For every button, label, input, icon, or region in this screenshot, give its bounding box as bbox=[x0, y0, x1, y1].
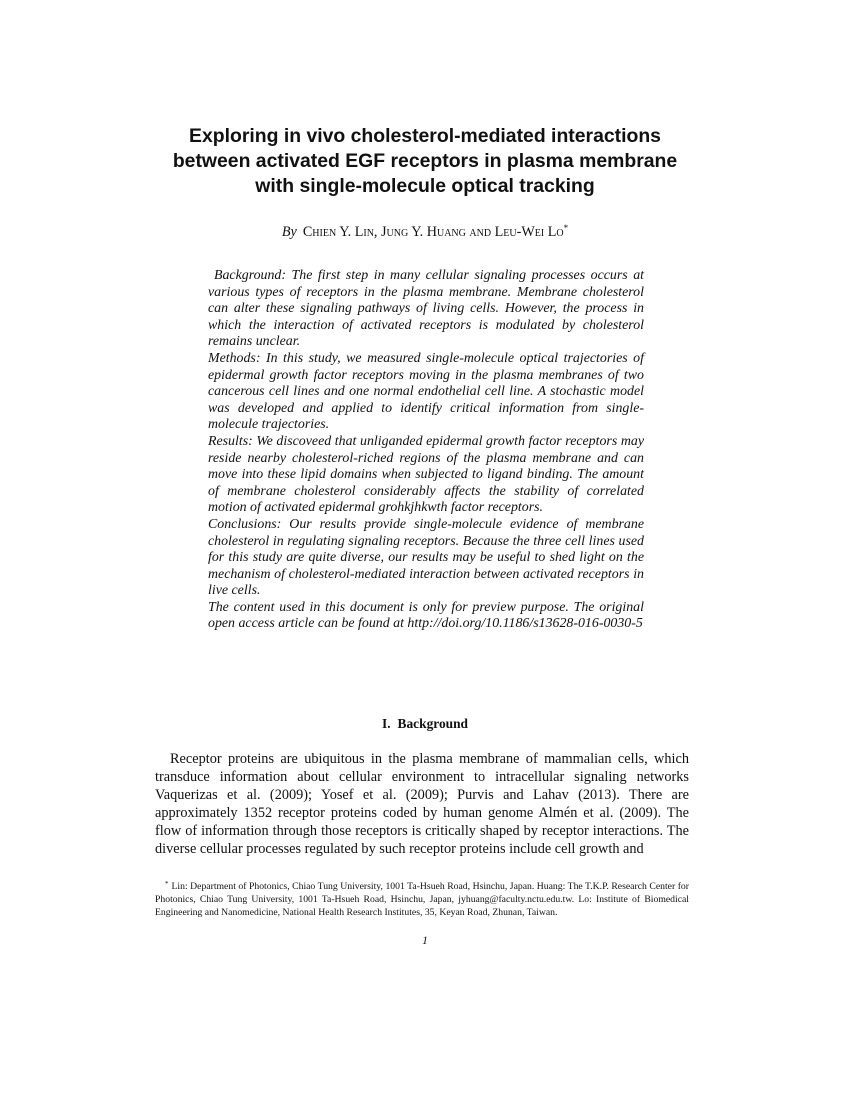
body-paragraph: Receptor proteins are ubiquitous in the plasma membrane of mammalian cells, which transduce information about cellular environment to intracellular signaling networks Vaquerizas et al. (2009); Yosef et al. (2009); Purvis and Lahav (2013). There are approximately 1352 receptor proteins coded by human genome Almén et al. (2009). The flow of information through those receptors is critically shaped by receptor interactions. The diverse cellular processes regulated by such receptor proteins include cell growth and bbox=[155, 751, 689, 857]
section-heading-background bbox=[140, 715, 710, 732]
author-affiliation-footnote bbox=[155, 878, 689, 919]
author-byline bbox=[140, 219, 710, 241]
abstract-methods: Methods: In this study, we measured single-molecule optical trajectories of epidermal growth factor receptors moving in the plasma membranes of two cancerous cell lines and one normal endothelial cell line. A stochastic model was developed and applied to identify critical information from single-molecule trajectories. bbox=[208, 350, 644, 433]
author-footnote-mark: * bbox=[563, 223, 569, 233]
section-number: I. bbox=[381, 716, 391, 731]
section-title: Background bbox=[397, 716, 468, 731]
footnote-text: Lin: Department of Photonics, Chiao Tung University, 1001 Ta-Hsueh Road, Hsinchu, Japan. Huang: The T.K.P. Research Center for Photonics, Chiao Tung University, 1001 Ta-Hsueh Road, Hsinchu, Japan, jyhuang@faculty.nctu.edu.tw. Lo: Institute of Biomedical Engineering and Nanomedicine, National Health Research Institutes, 35, Keyan Road, Zhunan, Taiwan. bbox=[155, 881, 689, 918]
author-names: Chien Y. Lin, Jung Y. Huang and Leu-Wei Lo bbox=[302, 224, 564, 240]
abstract-conclusions: Conclusions: Our results provide single-molecule evidence of membrane cholesterol in regulating signaling receptors. Because the three cell lines used for this study are quite diverse, our results may be useful to shed light on the mechanism of cholesterol-mediated interaction between activated receptors in live cells. bbox=[208, 516, 644, 599]
abstract-background: Background: The first step in many cellular signaling processes occurs at various types of receptors in the plasma membrane. Membrane cholesterol can alter these signaling pathways of living cells. However, the process in which the interaction of activated receptors is modulated by cholesterol remains unclear. bbox=[208, 268, 644, 350]
abstract-preview-note: The content used in this document is only for preview purpose. The original open access article can be found at http://doi.org/10.1186/s13628-016-0030-5 bbox=[208, 599, 644, 632]
paper-title-line-2: between activated EGF receptors in plasma membrane bbox=[172, 150, 678, 172]
paper-title bbox=[140, 124, 710, 199]
byline-prefix: By bbox=[281, 224, 297, 240]
footnote-mark: * bbox=[165, 880, 169, 888]
abstract bbox=[208, 268, 644, 633]
paper-title-line-1: Exploring in vivo cholesterol-mediated interactions bbox=[189, 125, 661, 147]
abstract-results: Results: We discoveed that unliganded epidermal growth factor receptors may reside nearby cholesterol-riched regions of the plasma membrane and can move into these lipid domains when subjected to ligand binding. The amount of membrane cholesterol considerably affects the stability of correlated motion of activated epidermal grohkjhkwth factor receptors. bbox=[208, 433, 644, 516]
page-number: 1 bbox=[422, 935, 428, 947]
paper-title-line-3: with single-molecule optical tracking bbox=[255, 175, 595, 197]
